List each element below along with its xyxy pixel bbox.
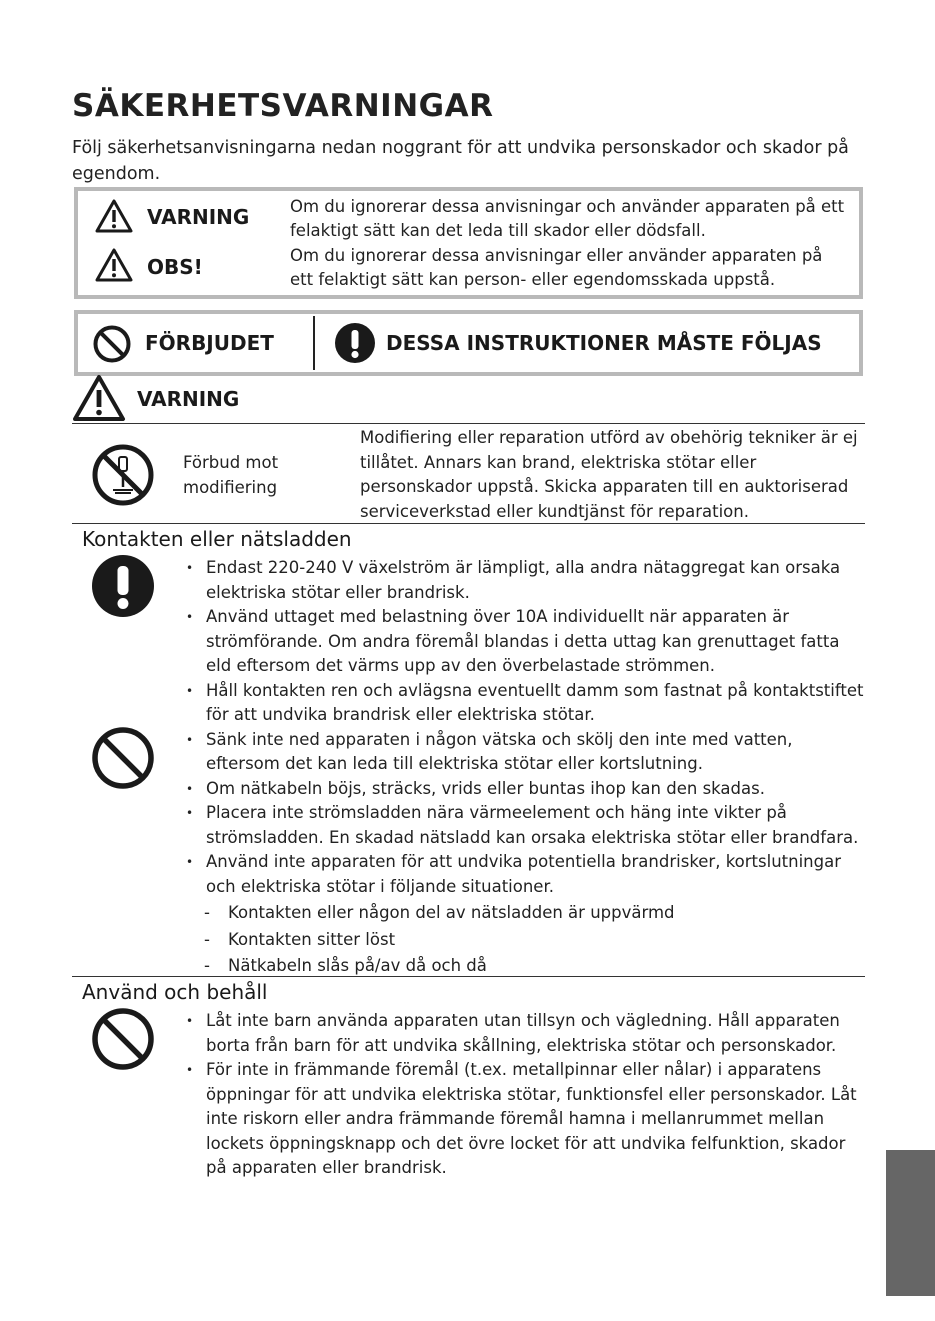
divider: [72, 976, 865, 977]
symbol-divider: [313, 316, 315, 370]
warning-triangle-icon: [72, 374, 126, 422]
divider: [72, 523, 865, 524]
sub-list-item: [186, 928, 866, 953]
warning-description: Om du ignorerar dessa anvisningar och använder apparaten på ett felaktigt sätt kan det leda till skador eller dödsfall.: [290, 197, 845, 240]
list-item: • Sänk inte ned apparaten i någon vätska och skölj den inte med vatten, eftersom det kan leda till elektriska stötar eller kortslutning.: [186, 728, 866, 777]
prohibited-label: FÖRBJUDET: [145, 331, 274, 355]
sub-list-item: [186, 901, 866, 926]
warning-section-heading: VARNING: [137, 387, 240, 411]
mandatory-exclamation-icon: [91, 554, 155, 618]
plug-bullet-list: [186, 556, 866, 979]
prohibited-icon: [91, 726, 155, 790]
list-item: • För inte in främmande föremål (t.ex. metallpinnar eller nålar) i apparatens öppningar för att undvika elektriska stötar, funktionsfel eller personskador. Låt inte riskorn eller andra främmande föremål hamna i mellanrummet mellan lockets öppningsknapp och det övre locket för att undvika felfunktion, skador på apparaten eller brandrisk.: [186, 1058, 866, 1181]
list-item: • Om nätkabeln böjs, sträcks, vrids eller buntas ihop kan den skadas.: [186, 777, 866, 802]
list-item: • Endast 220-240 V växelström är lämpligt, alla andra nätaggregat kan orsaka elektriska stötar eller brandrisk.: [186, 556, 866, 605]
sub-list-item: [186, 954, 866, 979]
intro-text: Följ säkerhetsanvisningarna nedan noggrant för att undvika personskador och skador på egendom.: [72, 138, 849, 184]
use-section-heading: Använd och behåll: [82, 980, 268, 1004]
divider: [72, 423, 865, 424]
warning-triangle-icon: [94, 198, 134, 234]
dash-mark: -: [204, 956, 210, 975]
dash-mark: -: [204, 929, 210, 949]
mandatory-label: DESSA INSTRUKTIONER MÅSTE FÖLJAS: [386, 331, 822, 355]
warning-triangle-icon: [94, 247, 134, 283]
modification-label: Förbud mot modifiering: [183, 453, 279, 497]
sub-item-text: Kontakten sitter löst: [228, 929, 396, 949]
mandatory-exclamation-icon: [334, 322, 376, 364]
dash-mark: -: [204, 903, 210, 922]
list-item: • Låt inte barn använda apparaten utan tillsyn och vägledning. Håll apparaten borta från barn för att undvika skållning, elektriska stötar och personskador.: [186, 1009, 866, 1058]
prohibited-icon: [92, 324, 132, 364]
list-item: • Använd uttaget med belastning över 10A individuellt när apparaten är strömförande. Om andra föremål blandas i detta uttag kan grenuttaget fatta eld eftersom det värms upp av den överbelastade strömmen.: [186, 605, 866, 679]
sub-item-text: Nätkabeln slås på/av då och då: [228, 956, 487, 975]
warning-label: VARNING: [147, 205, 250, 229]
list-item: • Håll kontakten ren och avlägsna eventuellt damm som fastnat på kontaktstiftet för att undvika brandrisk eller elektriska stötar.: [186, 679, 866, 728]
sub-item-text: Kontakten eller någon del av nätsladden är uppvärmd: [228, 903, 675, 922]
page-title: SÄKERHETSVARNINGAR: [72, 88, 494, 124]
caution-description: Om du ignorerar dessa anvisningar eller använder apparaten på ett felaktigt sätt kan person- eller egendomsskada uppstå.: [290, 246, 823, 289]
no-disassembly-icon: [91, 443, 155, 507]
list-item: • Placera inte strömsladden nära värmeelement och häng inte vikter på strömsladden. En skadad nätsladd kan orsaka elektriska stötar eller brandfara.: [186, 801, 866, 850]
chapter-tab: [886, 1150, 935, 1296]
prohibited-icon: [91, 1007, 155, 1071]
modification-text: Modifiering eller reparation utförd av obehörig tekniker är ej tillåtet. Annars kan brand, elektriska stötar eller personskador uppstå. Skicka apparaten till en auktoriserad serviceverkstad eller kundtjänst för reparation.: [360, 428, 858, 521]
list-item: • Använd inte apparaten för att undvika potentiella brandrisker, kortslutningar och elektriska stötar i följande situationer.: [186, 850, 866, 899]
plug-section-heading: Kontakten eller nätsladden: [82, 527, 352, 551]
caution-label: OBS!: [147, 255, 203, 279]
use-bullet-list: [186, 1009, 866, 1181]
